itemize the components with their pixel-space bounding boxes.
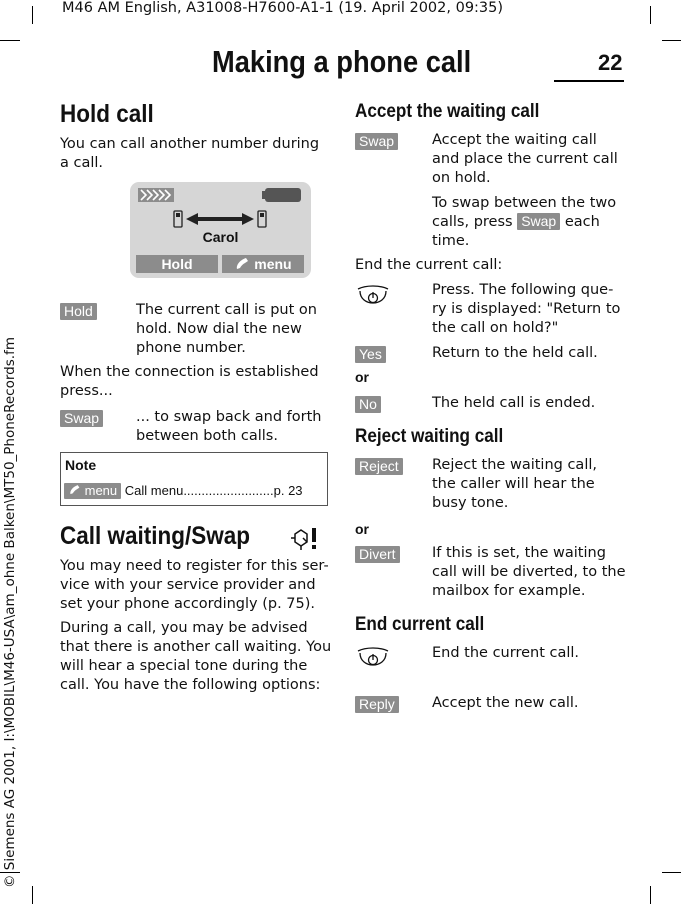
call-waiting-para2: During a call, you may be advised that there is another call waiting. You will hear a special tone during the call. You have the following options: (60, 620, 332, 693)
yes-key: Yes (355, 344, 386, 363)
note-dots: ......................... (183, 483, 274, 498)
menu-key: menu (64, 483, 121, 499)
signal-strength-icon (138, 188, 174, 202)
swap-key: Swap (60, 408, 103, 427)
note-page-ref: p. 23 (273, 483, 303, 498)
note-entry[interactable] (64, 483, 303, 499)
note-box (60, 452, 328, 506)
or-label: or (355, 521, 369, 537)
reject-heading: Reject waiting call (355, 426, 504, 447)
hold-key: Hold (60, 301, 97, 320)
call-waiting-heading: Call waiting/Swap (60, 522, 251, 550)
note-title: Note (65, 457, 97, 473)
battery-icon (262, 188, 302, 202)
yes-desc: Return to the held call. (432, 345, 598, 361)
reply-desc: Accept the new call. (432, 695, 579, 711)
no-desc: The held call is ended. (432, 395, 596, 411)
press-desc: Press. The following que-ry is displayed: "Return to the call on hold?" (432, 282, 621, 336)
no-key: No (355, 394, 381, 413)
crop-mark (662, 40, 681, 41)
end-current-heading: End current call (355, 614, 485, 635)
swap-desc: ... to swap back and forth between both calls. (136, 409, 322, 444)
accept-heading: Accept the waiting call (355, 101, 540, 122)
crop-mark (650, 6, 651, 24)
or-label: or (355, 369, 369, 385)
reject-key: Reject (355, 456, 403, 475)
network-service-icon (289, 526, 319, 552)
call-waiting-para1: You may need to register for this ser-vice with your service provider and set your phone accordingly (p. 75). (60, 558, 329, 612)
crop-mark (650, 886, 651, 904)
handset-icon (68, 484, 81, 496)
swap-instruction: To swap between the two calls, press Swap each time. (432, 195, 617, 249)
crop-mark (662, 872, 681, 873)
hold-call-intro: You can call another number during a call. (60, 136, 320, 171)
page-number: 22 (598, 50, 623, 75)
inline-swap-key: Swap (517, 213, 560, 230)
divert-key: Divert (355, 544, 400, 563)
side-file-path: © Siemens AG 2001, I:\MOBIL\M46-USA\am_ohne Balken\MT50_PhoneRecords.fm (2, 337, 18, 888)
accept-desc: Accept the waiting call and place the current call on hold. (432, 132, 618, 186)
handset-icon (234, 257, 250, 271)
reply-key: Reply (355, 694, 399, 713)
caller-name: Carol (202, 229, 239, 245)
softkey-menu: menu (222, 255, 304, 273)
page-title: Making a phone call (212, 44, 472, 79)
connection-text: When the connection is established press... (60, 364, 319, 399)
crop-mark (32, 886, 33, 904)
softkey-hold: Hold (136, 255, 218, 273)
end-call-key-icon (356, 283, 390, 313)
reject-desc: Reject the waiting call, the caller will hear the busy tone. (432, 457, 597, 511)
phone-display (130, 182, 311, 278)
crop-mark (0, 40, 20, 41)
title-rule (554, 80, 624, 82)
end-current-text: End the current call: (355, 257, 503, 273)
end-call-key-icon (356, 645, 390, 675)
note-label: Call menu (124, 483, 184, 498)
crop-mark (32, 6, 33, 24)
running-header: M46 AM English, A31008-H7600-A1-1 (19. April 2002, 09:35) (62, 0, 504, 16)
divert-desc: If this is set, the waiting call will be diverted, to the mailbox for example. (432, 545, 626, 599)
hold-desc: The current call is put on hold. Now dial the new phone number. (136, 302, 317, 356)
hold-call-heading: Hold call (60, 100, 154, 128)
end-desc: End the current call. (432, 645, 580, 661)
accept-swap-key: Swap (355, 131, 398, 150)
